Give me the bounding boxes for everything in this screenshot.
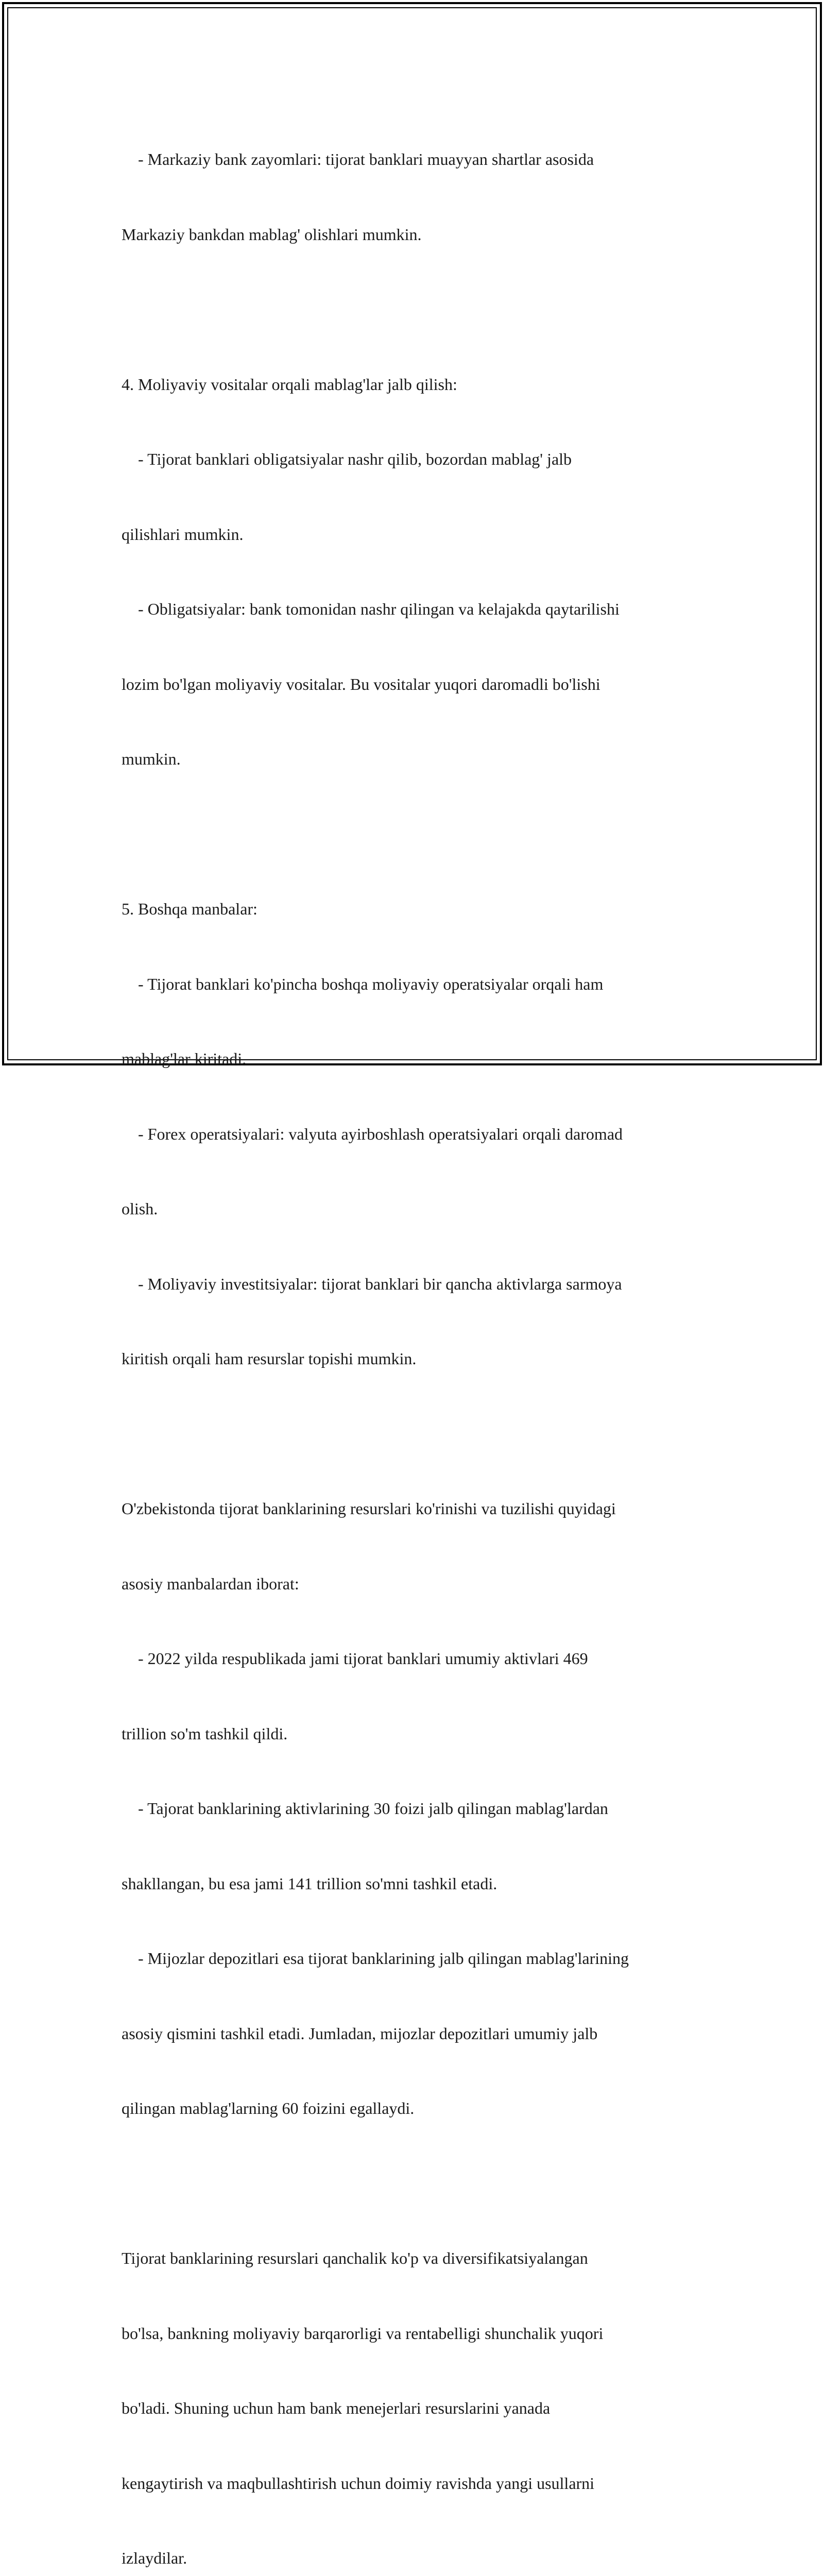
text-line: - Tijorat banklari obligatsiyalar nashr qilib, bozordan mablag' jalb [122,450,572,468]
text-line: kengaytirish va maqbullashtirish uchun doimiy ravishda yangi usullarni [122,2473,595,2493]
text-line: - Forex operatsiyalari: valyuta ayirboshlash operatsiyalari orqali daromad [122,1124,623,1143]
section-heading-5: 5. Boshqa manbalar: [122,900,258,918]
text-line: asosiy manbalardan iborat: [122,1574,299,1593]
text-line: - Tijorat banklari ko'pincha boshqa moliyaviy operatsiyalar orqali ham [122,974,604,993]
paragraph-gap [122,822,714,847]
text-line: shakllangan, bu esa jami 141 trillion so'mni tashkil etadi. [122,1874,497,1893]
text-line: Tijorat banklarining resurslari qanchalik ko'p va diversifikatsiyalangan [122,2249,588,2267]
paragraph-gap [122,297,714,322]
text-line: - Markaziy bank zayomlari: tijorat banklari muayyan shartlar asosida [122,150,594,168]
text-line: olish. [122,1199,158,1218]
document-body [122,97,714,2576]
text-line: bo'ladi. Shuning uchun ham bank menejerlari resurslarini yanada [122,2399,551,2417]
section-heading-4: 4. Moliyaviy vositalar orqali mablag'lar jalb qilish: [122,375,457,394]
text-line: O'zbekistonda tijorat banklarining resurslari ko'rinishi va tuzilishi quyidagi [122,1499,616,1518]
text-line: - 2022 yilda respublikada jami tijorat banklari umumiy aktivlari 469 [122,1649,588,1668]
text-line: izlaydilar. [122,2549,187,2567]
text-line: Markaziy bankdan mablag' olishlari mumkin. [122,225,422,244]
text-line: lozim bo'lgan moliyaviy vositalar. Bu vositalar yuqori daromadli bo'lishi [122,674,600,693]
text-line: kiritish orqali ham resurslar topishi mumkin. [122,1349,417,1368]
text-line: - Mijozlar depozitlari esa tijorat banklarining jalb qilingan mablag'larining [122,1949,629,1968]
text-line: trillion so'm tashkil qildi. [122,1724,288,1743]
text-line: mablag'lar kiritadi. [122,1049,247,1068]
text-line: mumkin. [122,750,181,768]
paragraph-gap [122,2171,714,2196]
text-line: asosiy qismini tashkil etadi. Jumladan, mijozlar depozitlari umumiy jalb [122,2024,598,2043]
text-line: - Moliyaviy investitsiyalar: tijorat banklari bir qancha aktivlarga sarmoya [122,1274,622,1293]
text-line: - Obligatsiyalar: bank tomonidan nashr qilingan va kelajakda qaytarilishi [122,600,620,618]
text-line: qilishlari mumkin. [122,524,244,544]
text-line: qilingan mablag'larning 60 foizini egallaydi. [122,2099,415,2117]
text-line: - Tajorat banklarining aktivlarining 30 foizi jalb qilingan mablag'lardan [122,1799,608,1818]
paragraph-gap [122,1421,714,1447]
text-line: bo'lsa, bankning moliyaviy barqarorligi va rentabelligi shunchalik yuqori [122,2324,604,2343]
